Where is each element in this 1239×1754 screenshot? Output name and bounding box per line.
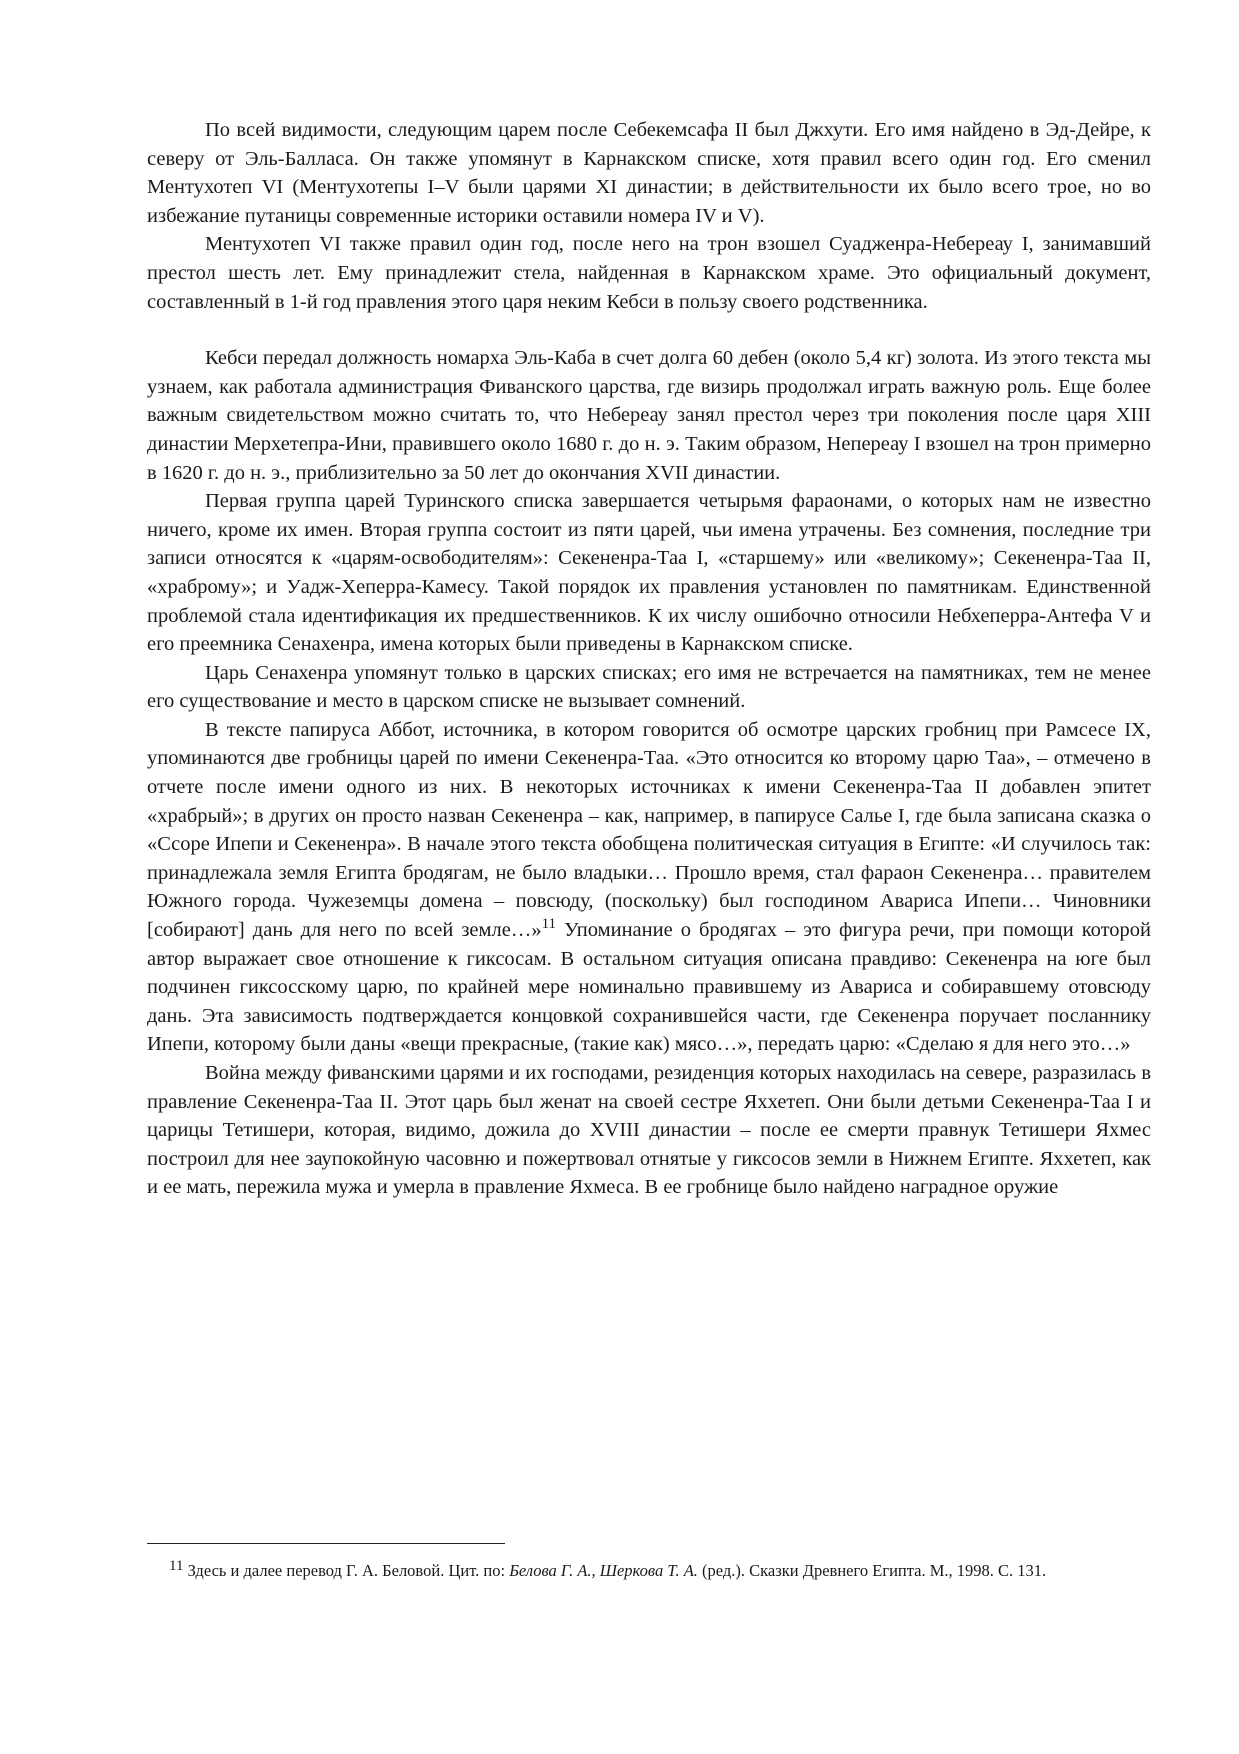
- footnote-number: 11: [169, 1558, 184, 1574]
- paragraph-6-continuation: Упоминание о бродягах – это фигура речи, при помощи которой автор выражает свое отношение к гиксосам. В остальном ситуация описана правдиво: Секененра на юге был подчинен гиксосскому царю, по крайней мере номинально правившему из Авариса и собиравшему отовсюду дань. Эта зависимость подтверждается концовкой сохранившейся части, где Секененра поручает посланнику Ипепи, которому были даны «вещи прекрасные, (такие как) мясо…», передать царю: «Сделаю я для него это…»: [147, 919, 1152, 1056]
- footnote-text-before: Здесь и далее перевод Г. А. Беловой. Цит. по:: [187, 1561, 510, 1580]
- footnote-text-after: (ред.). Сказки Древнего Египта. М., 1998. С. 131.: [697, 1561, 1047, 1580]
- footnote-reference[interactable]: 11: [541, 916, 557, 933]
- paragraph-5: Царь Сенахенра упомянут только в царских списках; его имя не встречается на памятниках, тем не менее его существование и место в царском списке не вызывает сомнений.: [147, 661, 1151, 713]
- footnote-authors: Белова Г. А., Шеркова Т. А.: [509, 1561, 698, 1580]
- paragraph-4: Первая группа царей Туринского списка завершается четырьмя фараонами, о которых нам не известно ничего, кроме их имен. Вторая группа состоит из пяти царей, чьи имена утрачены. Без сомнения, последние три записи относятся к «царям-освободителям»: Секененра-Таа I, «старшему» или «великому»; Секененра-Таа II, «храброму»; и Уадж-Хеперра-Камесу. Такой порядок их правления установлен по памятникам. Единственной проблемой стала идентификация их предшественников. К их числу ошибочно относили Небхеперра-Антефа V и его преемника Сенахенра, имена которых были приведены в Карнакском списке.: [147, 490, 1151, 656]
- paragraph-6: [147, 716, 1151, 1059]
- footnote: [147, 1559, 1151, 1583]
- paragraph-2: Ментухотеп VI также правил один год, после него на трон взошел Суадженра-Небереау I, занимавший престол шесть лет. Ему принадлежит стела, найденная в Карнакском храме. Это официальный документ, составленный в 1-й год правления этого царя неким Кебси в пользу своего родственника.: [147, 233, 1151, 313]
- paragraph-7: Война между фиванскими царями и их господами, резиденция которых находилась на севере, разразилась в правление Секененра-Таа II. Этот царь был женат на своей сестре Яххетеп. Они были детьми Секененра-Таа I и царицы Тетишери, которая, видимо, дожила до XVIII династии – после ее смерти правнук Тетишери Яхмес построил для нее заупокойную часовню и пожертвовал отнятые у гиксосов земли в Нижнем Египте. Яххетеп, как и ее мать, пережила мужа и умерла в правление Яхмеса. В ее гробнице было найдено наградное оружие: [147, 1062, 1151, 1199]
- paragraph-1: По всей видимости, следующим царем после Себекемсафа II был Джхути. Его имя найдено в Эд-Дейре, к северу от Эль-Балласа. Он также упомянут в Карнакском списке, хотя правил всего один год. Его сменил Ментухотеп VI (Ментухотепы I–V были царями XI династии; в действительности их было всего трое, но во избежание путаницы современные историки оставили номера IV и V).: [147, 119, 1151, 227]
- paragraph-gap: [147, 316, 1151, 344]
- page-body: [147, 116, 1151, 1202]
- paragraph-6-text: В тексте папируса Аббот, источника, в котором говорится об осмотре царских гробниц при Рамсесе IX, упоминаются две гробницы царей по имени Секененра-Таа. «Это относится ко второму царю Таа», – отмечено в отчете после имени одного из них. В некоторых источниках к имени Секененра-Таа II добавлен эпитет «храбрый»; в других он просто назван Секененра – как, например, в папирусе Салье I, где была записана сказка о «Ссоре Ипепи и Секененра». В начале этого текста обобщена политическая ситуация в Египте: «И случилось так: принадлежала земля Египта бродягам, не было владыки… Прошло время, стал фараон Секененра… правителем Южного города. Чужеземцы домена – повсюду, (поскольку) был господином Авариса Ипепи… Чиновники [собирают] дань для него по всей земле…»: [147, 718, 1151, 942]
- paragraph-3: Кебси передал должность номарха Эль-Каба в счет долга 60 дебен (около 5,4 кг) золота. Из этого текста мы узнаем, как работала администрация Фиванского царства, где визирь продолжал играть важную роль. Еще более важным свидетельством можно считать то, что Небереау занял престол через три поколения после царя XIII династии Мерхетепра-Ини, правившего около 1680 г. до н. э. Таким образом, Непереау I взошел на трон примерно в 1620 г. до н. э., приблизительно за 50 лет до окончания XVII династии.: [147, 347, 1151, 484]
- footnote-divider: [147, 1543, 505, 1544]
